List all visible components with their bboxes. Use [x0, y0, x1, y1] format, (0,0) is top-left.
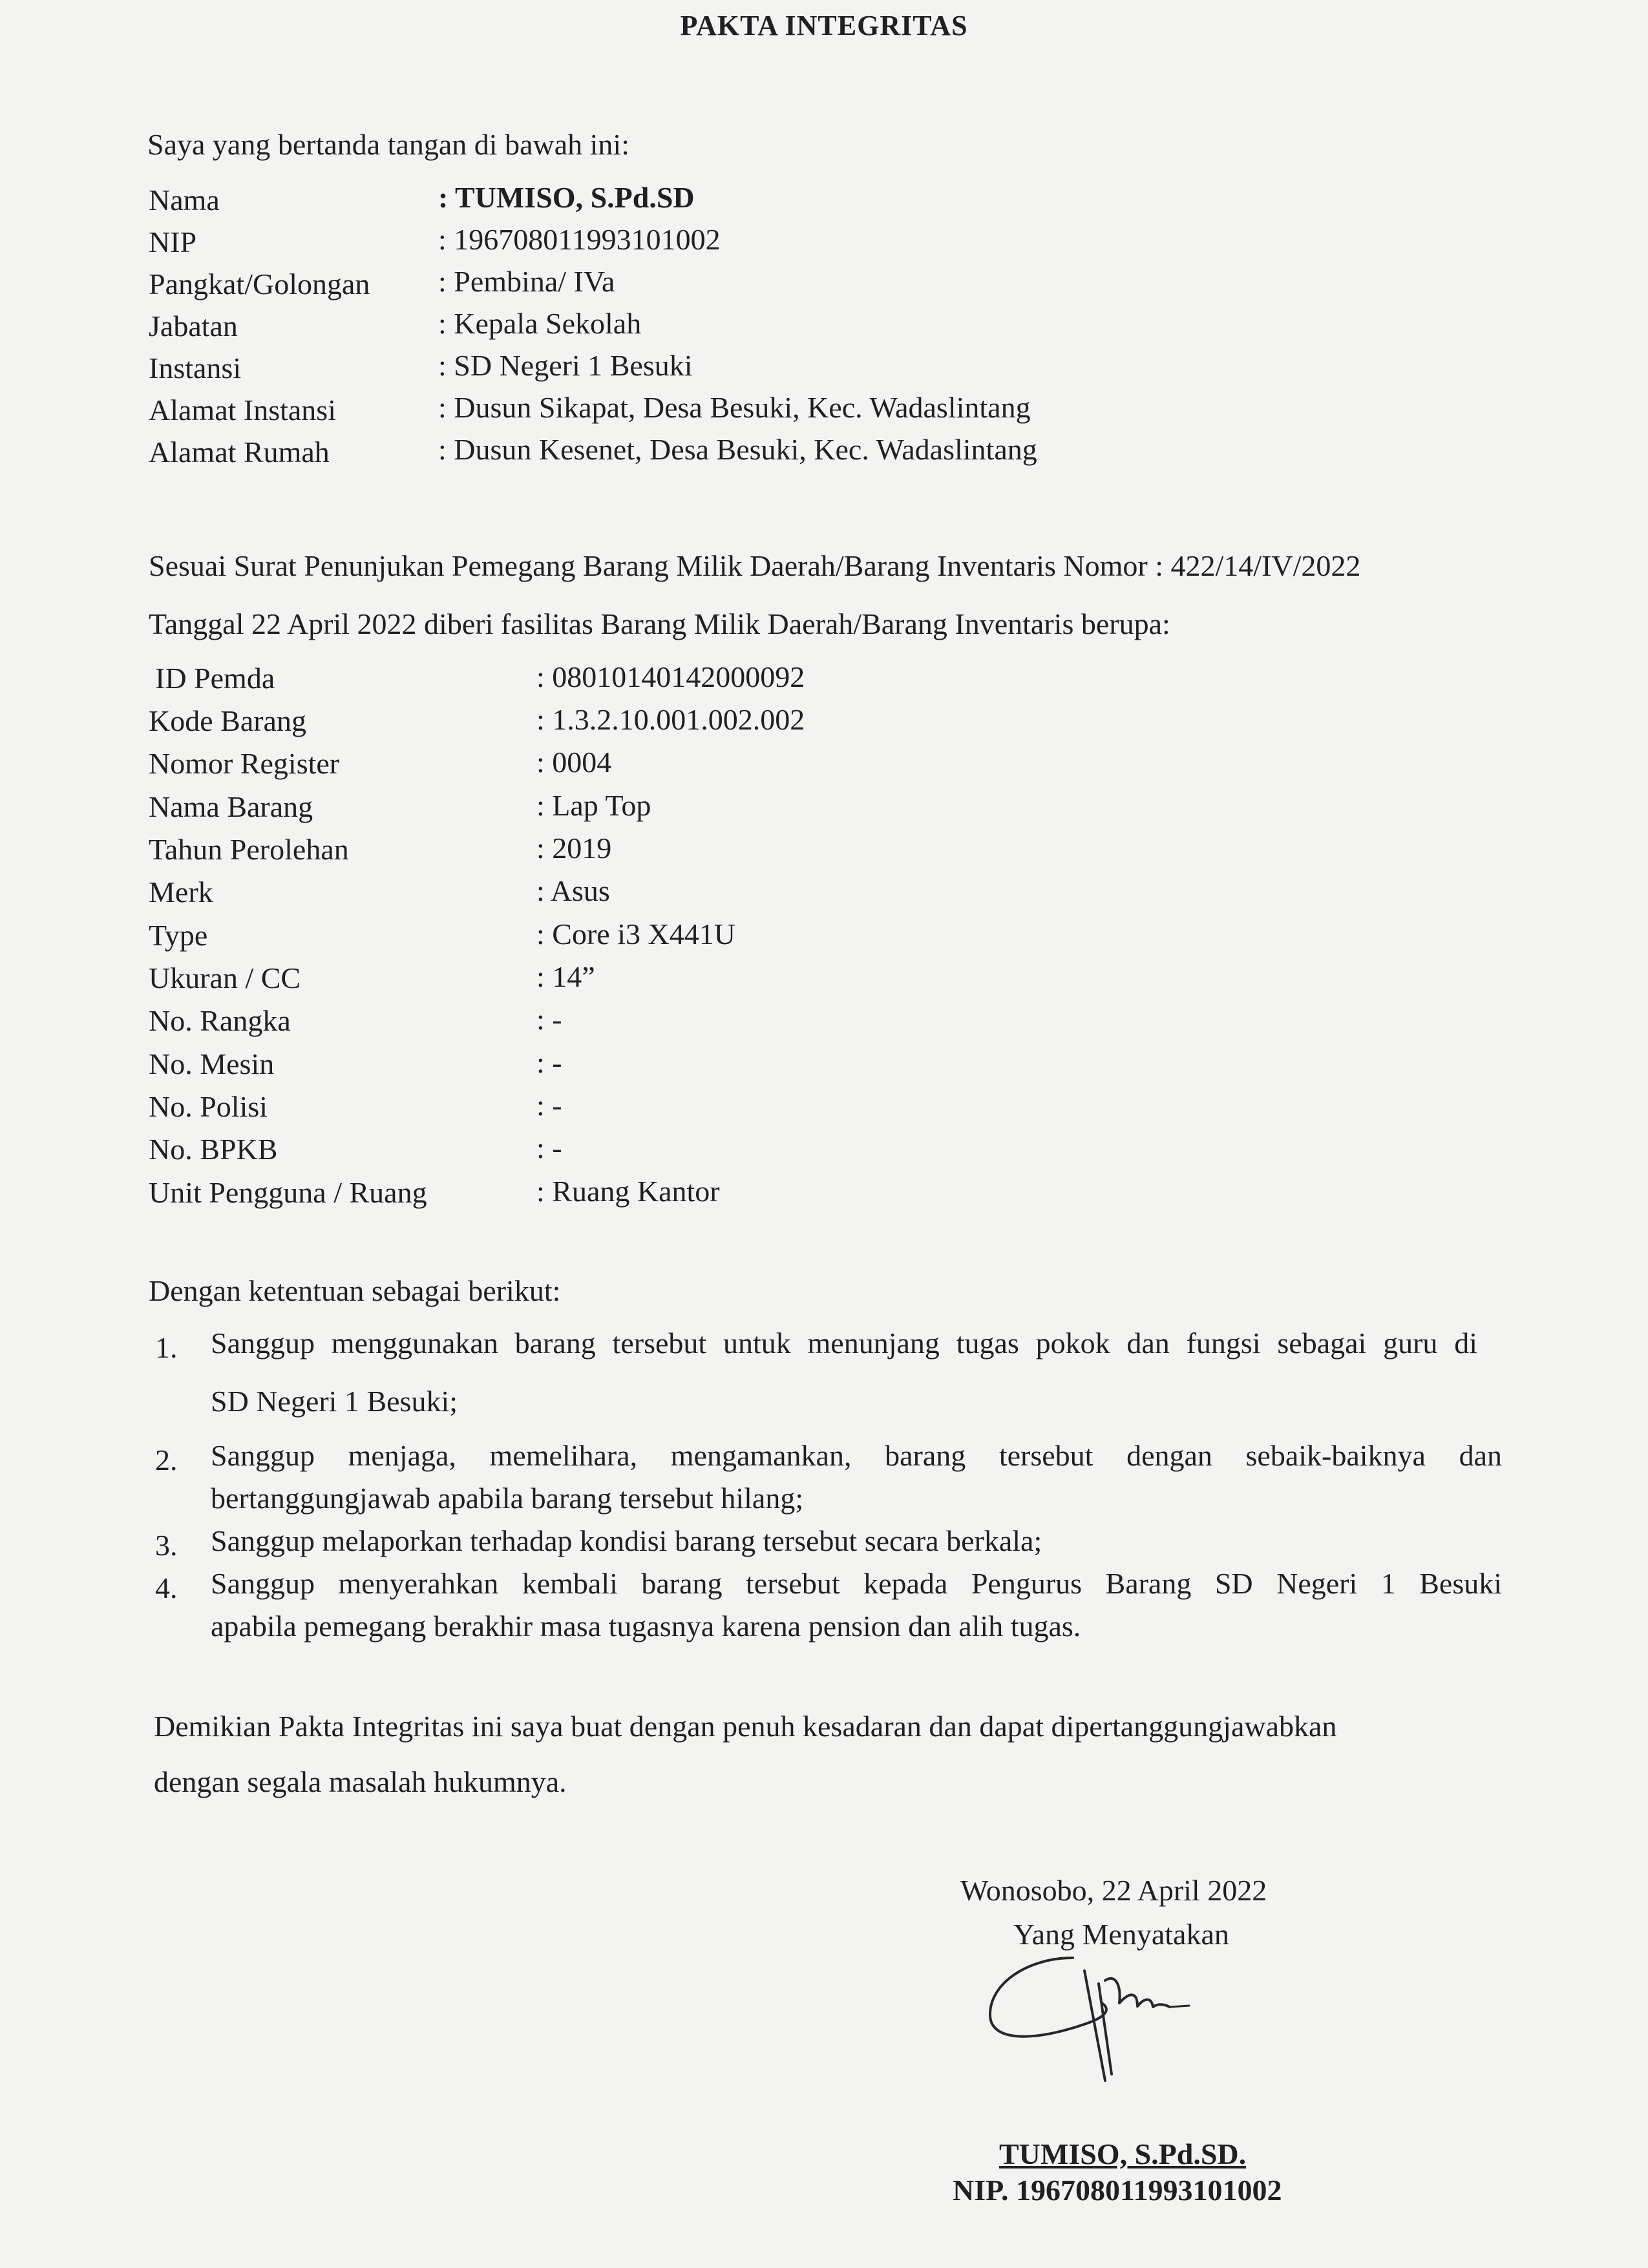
closing-line-1: Demikian Pakta Integritas ini saya buat dengan penuh kesadaran dan dapat dipertanggungjawabkan [154, 1710, 1337, 1743]
term-text: bertanggungjawab apabila barang tersebut hilang; [211, 1482, 804, 1515]
item-value: : Core i3 X441U [536, 918, 735, 950]
item-label: Merk [149, 876, 213, 908]
item-value: : - [536, 1131, 562, 1164]
identity-label: Nama [149, 184, 220, 216]
item-value: : Lap Top [536, 789, 651, 822]
item-label: Type [149, 919, 208, 952]
term-text: Sanggup menyerahkan kembali barang tersebut kepada Pengurus Barang SD Negeri 1 Besuki [211, 1567, 1502, 1600]
item-value: : - [536, 1003, 562, 1036]
assignment-line-2: Tanggal 22 April 2022 diberi fasilitas Barang Milik Daerah/Barang Inventaris berupa: [149, 607, 1170, 640]
item-label: No. Polisi [149, 1090, 268, 1123]
handwritten-signature [976, 1945, 1247, 2094]
item-label: ID Pemda [155, 662, 275, 695]
identity-label: Alamat Instansi [149, 394, 336, 426]
signer-name: TUMISO, S.Pd.SD. [999, 2137, 1247, 2170]
closing-line-2: dengan segala masalah hukumnya. [154, 1765, 567, 1798]
term-number: 3. [155, 1529, 178, 1562]
identity-value: : Dusun Kesenet, Desa Besuki, Kec. Wadaslintang [438, 433, 1037, 466]
intro-text: Saya yang bertanda tangan di bawah ini: [147, 128, 629, 161]
term-number: 4. [155, 1571, 178, 1604]
assignment-line-1: Sesuai Surat Penunjukan Pemegang Barang Milik Daerah/Barang Inventaris Nomor : 422/14/IV/2022 [149, 549, 1361, 582]
identity-value: : Kepala Sekolah [438, 307, 642, 340]
term-text: SD Negeri 1 Besuki; [211, 1385, 458, 1418]
item-label: No. Rangka [149, 1004, 291, 1037]
identity-label: Alamat Rumah [149, 436, 330, 468]
item-label: No. BPKB [149, 1133, 278, 1166]
identity-label: NIP [149, 226, 197, 258]
item-value: : 08010140142000092 [536, 660, 805, 693]
signer-nip: NIP. 196708011993101002 [953, 2174, 1282, 2207]
item-value: : - [536, 1046, 562, 1079]
item-value: : Ruang Kantor [536, 1175, 720, 1208]
item-value: : 2019 [536, 832, 612, 865]
signature-place-date: Wonosobo, 22 April 2022 [960, 1874, 1267, 1907]
identity-value: : Dusun Sikapat, Desa Besuki, Kec. Wadaslintang [438, 391, 1031, 424]
item-label: No. Mesin [149, 1047, 275, 1080]
item-label: Unit Pengguna / Ruang [149, 1176, 427, 1209]
identity-label: Instansi [149, 352, 242, 384]
item-value: : 14” [536, 960, 595, 993]
item-value: : 0004 [536, 746, 612, 779]
signature-role: Yang Menyatakan [1013, 1918, 1229, 1951]
identity-value: : Pembina/ IVa [438, 265, 615, 298]
term-text: Sanggup melaporkan terhadap kondisi barang tersebut secara berkala; [211, 1524, 1042, 1557]
item-value: : - [536, 1089, 562, 1122]
term-text: Sanggup menjaga, memelihara, mengamankan, barang tersebut dengan sebaik-baiknya dan [211, 1439, 1502, 1472]
identity-label: Jabatan [149, 310, 238, 342]
item-label: Ukuran / CC [149, 961, 301, 994]
term-number: 2. [155, 1444, 178, 1476]
item-label: Kode Barang [149, 704, 306, 737]
term-number: 1. [155, 1331, 178, 1364]
item-value: : 1.3.2.10.001.002.002 [536, 703, 805, 736]
item-label: Nomor Register [149, 747, 340, 780]
item-value: : Asus [536, 874, 610, 907]
item-label: Nama Barang [149, 790, 313, 823]
identity-value: : TUMISO, S.Pd.SD [438, 181, 695, 214]
item-label: Tahun Perolehan [149, 833, 349, 866]
identity-label: Pangkat/Golongan [149, 268, 370, 300]
term-text: Sanggup menggunakan barang tersebut untuk menunjang tugas pokok dan fungsi sebagai guru di [211, 1327, 1477, 1360]
identity-value: : 196708011993101002 [438, 223, 721, 256]
identity-value: : SD Negeri 1 Besuki [438, 349, 693, 382]
document-title: PAKTA INTEGRITAS [680, 10, 968, 41]
terms-intro: Dengan ketentuan sebagai berikut: [149, 1274, 561, 1307]
term-text: apabila pemegang berakhir masa tugasnya karena pension dan alih tugas. [211, 1610, 1081, 1643]
